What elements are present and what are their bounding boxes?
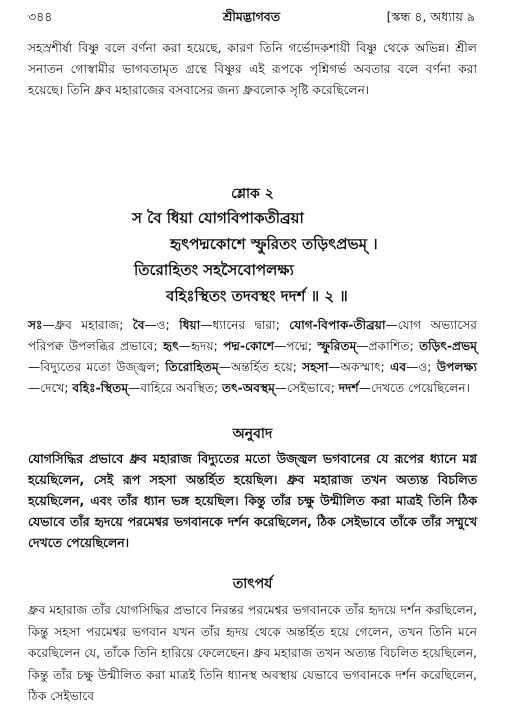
synonym-word: ধিয়া (179, 318, 201, 332)
synonym-word: তৎ-অবস্থম্ (222, 381, 275, 395)
intro-paragraph (28, 38, 477, 101)
synonym-word: সহসা (302, 360, 329, 374)
synonym-meaning: ও; (418, 360, 437, 374)
intro-text: সহস্রশীর্ষা বিষ্ণু বলে বর্ণনা করা হয়েছে, কারণ তিনি গর্ভোদকশায়ী বিষ্ণু থেকে অভিন্ন। শ্রীল সনাতন গোস্বামীর ভাগবতামৃত গ্রন্থে বিষ্ণুর এই রূপকে পৃশ্নিগর্ভ অবতার বলে বর্ণনা করা হয়েছে। তিনি ধ্রুব মহারাজের বসবাসের জন্য ধ্রুবলোক সৃষ্টি করেছিলেন। (28, 41, 477, 97)
purport-paragraph (28, 600, 477, 708)
synonym-word: দদর্শ (338, 381, 359, 395)
synonym-word: সঃ (28, 318, 43, 332)
synonym-meaning: ধ্রুব মহারাজ; (54, 318, 133, 332)
synonym-meaning: বাহিরে অবস্থিত; (140, 381, 223, 395)
synonym-word: এব (390, 360, 407, 374)
synonym-word: বহিঃ-স্থিতম্ (72, 381, 129, 395)
verse-line-1: স বৈ ধিয়া যোগবিপাকতীব্রয়া (132, 209, 304, 227)
verse-heading: শ্লোক ২ (231, 186, 274, 202)
translation-text: যোগসিদ্ধির প্রভাবে ধ্রুব মহারাজ বিদ্যুতের মতো উজ্জ্বল ভগবানের যে রূপের ধ্যানে মগ্ন হয়েছিলেন, সেই রূপ সহসা অন্তর্হিত হয়েছিল। ধ্রুব মহারাজ তখন অত্যন্ত বিচলিত হয়েছিলেন, এবং তাঁর ধ্যান ভঙ্গ হয়েছিল। কিন্তু তাঁর চক্ষু উন্মীলিত করা মাত্রই তিনি ঠিক যেভাবে তাঁর হৃদয়ে পরমেশ্বর ভগবানকে দর্শন করেছিলেন, ঠিক সেইভাবে তাঁকে তাঁর সম্মুখে দেখতে পেয়েছিলেন। (28, 451, 477, 550)
synonym-word: উপলক্ষ্য (436, 360, 477, 374)
synonym-meaning: দেখতে পেয়েছিলেন। (370, 381, 470, 395)
verse-line-2: হৃৎপদ্মকোশে স্ফুরিতং তড়িৎপ্রভম্ । (170, 235, 378, 253)
synonym-meaning: বিদ্যুতের মতো উজ্জ্বল; (40, 360, 166, 374)
purport-text: ধ্রুব মহারাজ তাঁর যোগসিদ্ধির প্রভাবে নিরন্তর পরমেশ্বর ভগবানকে তাঁর হৃদয়ে দর্শন করছিলেন, কিন্তু সহসা পরমেশ্বর ভগবান যখন তাঁর হৃদয় থেকে অন্তর্হিত হয়ে গেলেন, তখন তিনি মনে করেছিলেন যে, তাঁকে তিনি হারিয়ে ফেলেছেন। ধ্রুব মহারাজ তখন অত্যন্ত বিচলিত হয়েছিলেন, কিন্তু তাঁর চক্ষু উন্মীলিত করা মাত্রই তিনি ধ্যানস্থ অবস্থায় যেভাবে ভগবানকে দর্শন করেছিলেন, ঠিক সেইভাবে (28, 603, 477, 703)
synonym-word: তিরোহিতম্ (165, 360, 219, 374)
translation-paragraph (28, 448, 477, 553)
synonym-word: বৈ (132, 318, 145, 332)
book-title: শ্রীমদ্ভাগবত (222, 9, 281, 24)
synonym-meaning: দেখে; (40, 381, 73, 395)
synonym-meaning: প্রকাশিত; (368, 339, 420, 353)
synonyms-paragraph (28, 315, 477, 399)
page-header (28, 6, 475, 28)
synonym-word: তড়িৎ-প্রভম্ (419, 339, 477, 353)
synonym-word: স্ফুরিতম্ (317, 339, 357, 353)
synonym-meaning: পদ্মে; (286, 339, 318, 353)
verse-line-3: তিরোহিতং সহসৈবোপলক্ষ্য (134, 261, 294, 279)
page-number: ৩৪৪ (28, 9, 53, 24)
synonym-word: যোগ-বিপাক-তীব্রয়া (289, 318, 386, 332)
synonyms-text: সঃ—ধ্রুব মহারাজ; বৈ—ও; ধিয়া—ধ্যানের দ্বারা; যোগ-বিপাক-তীব্রয়া—যোগ অভ্যাসের পরিপক্ব উপলব্ধির প্রভাবে; হৃৎ—হৃদয়; পদ্ম-কোশে—পদ্মে; স্ফুরিতম্—প্রকাশিত; তড়িৎ-প্রভম্—বিদ্যুতের মতো উজ্জ্বল; তিরোহিতম্—অন্তর্হিত হয়ে; সহসা—অকস্মাৎ; এব—ও; উপলক্ষ্য—দেখে; বহিঃ-স্থিতম্—বাহিরে অবস্থিত; তৎ-অবস্থম্—সেইভাবে; দদর্শ—দেখতে পেয়েছিলেন। (28, 318, 477, 395)
synonym-word: হৃৎ (163, 339, 179, 353)
synonym-word: পদ্ম-কোশে (223, 339, 275, 353)
purport-heading: তাৎপর্য (232, 576, 273, 592)
canto-chapter: [স্কন্ধ ৪, অধ্যায় ৯ (386, 9, 475, 24)
synonym-meaning: যোগ অভ্যাসের পরিপক্ব উপলব্ধির প্রভাবে; (28, 318, 477, 353)
synonym-meaning: হৃদয়; (190, 339, 224, 353)
synonym-meaning: ও; (156, 318, 180, 332)
translation-heading: অনুবাদ (232, 426, 273, 442)
synonym-meaning: অন্তর্হিত হয়ে; (230, 360, 303, 374)
verse-line-4: বহিঃস্থিতং তদবস্থং দদর্শ ॥ ২ ॥ (166, 287, 348, 305)
synonym-meaning: অকস্মাৎ; (340, 360, 391, 374)
synonym-meaning: ধ্যানের দ্বারা; (212, 318, 290, 332)
synonym-meaning: সেইভাবে; (287, 381, 339, 395)
